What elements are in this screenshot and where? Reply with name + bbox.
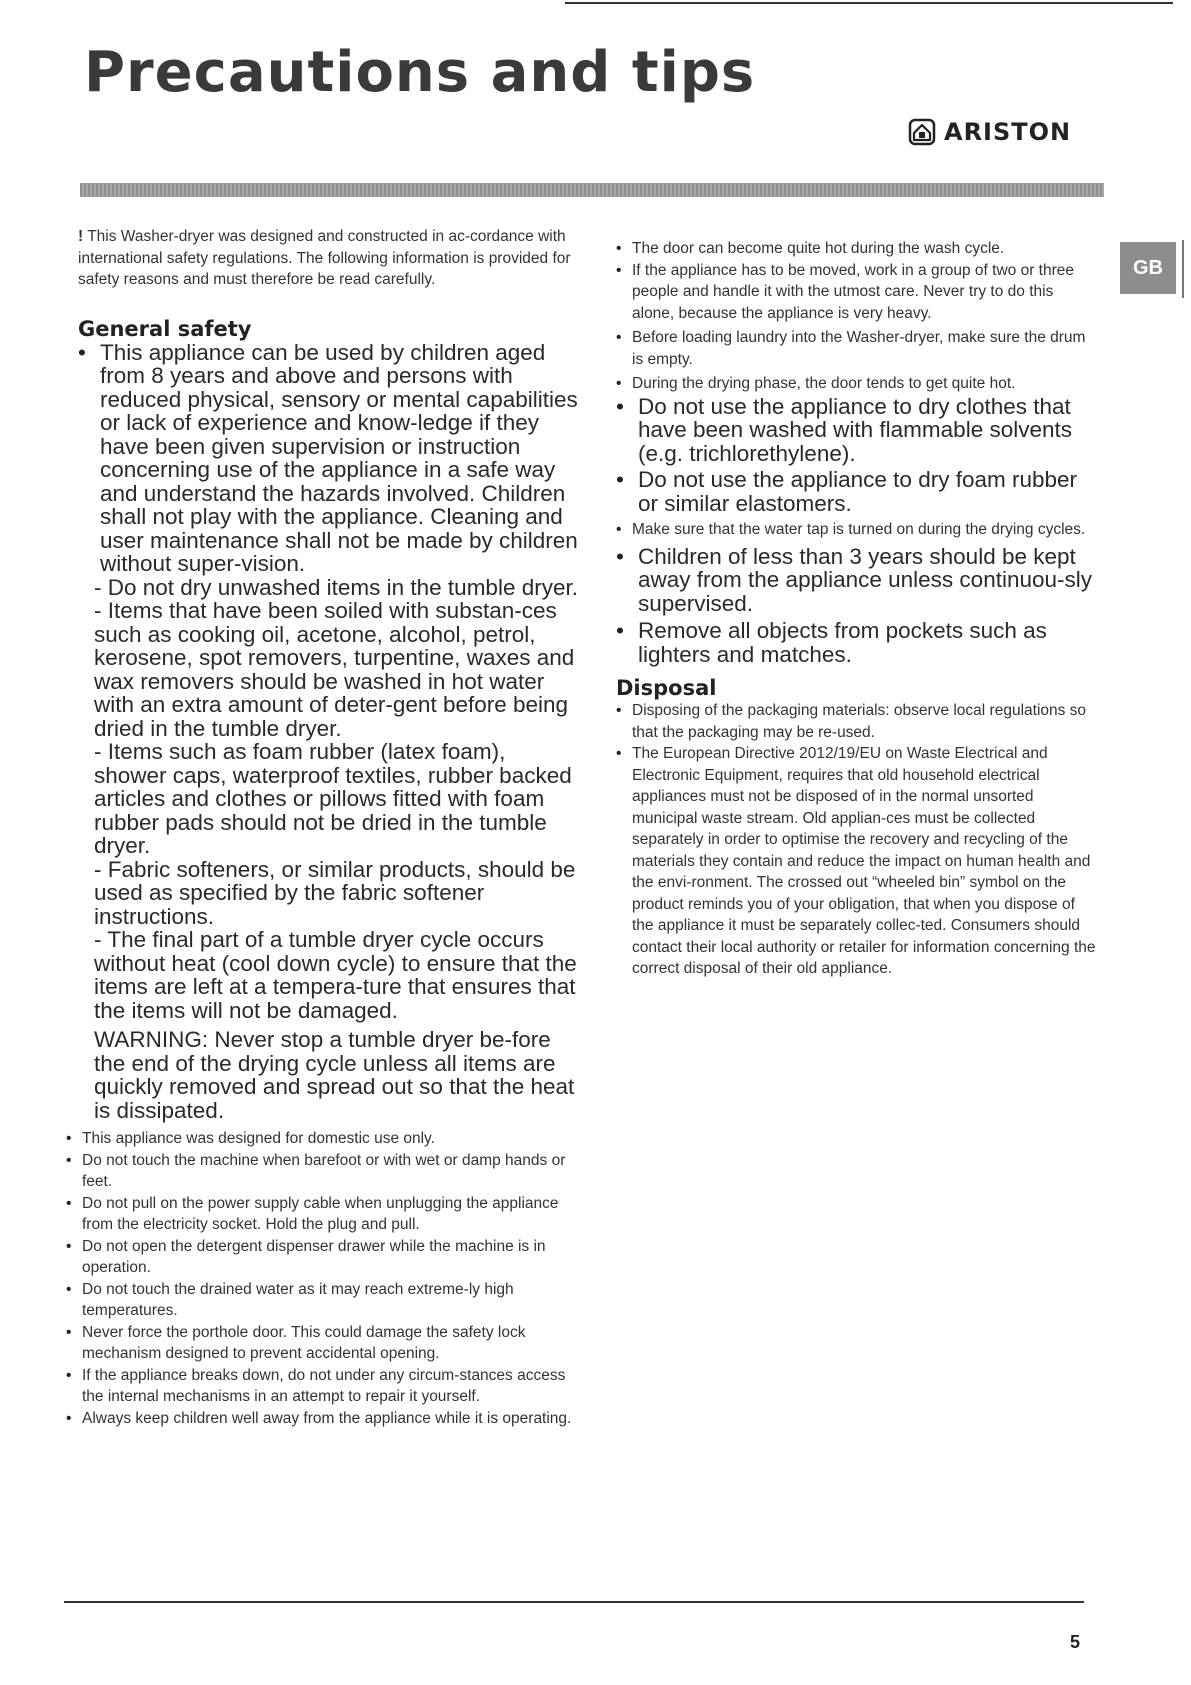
list-item: • If the appliance breaks down, do not under any circum-stances access the internal mechanisms in an attempt to repair it yourself. bbox=[66, 1365, 578, 1408]
page-number: 5 bbox=[1070, 1632, 1081, 1652]
list-item: • If the appliance has to be moved, work in a group of two or three people and handle it with the utmost care. Never try to do this alone, because the appliance is very heavy. bbox=[616, 260, 1096, 325]
list-item: • Never force the porthole door. This could damage the safety lock mechanism designed to prevent accidental opening. bbox=[66, 1322, 578, 1365]
intro-text: This Washer-dryer was designed and constructed in ac-cordance with international safety regulations. The following information is provided for safety reasons and must therefore be read carefully. bbox=[78, 228, 571, 288]
dash-item: - Items such as foam rubber (latex foam), shower caps, waterproof textiles, rubber backed articles and clothes or pillows fitted with foam rubber pads should not be dried in the tumble dryer. bbox=[94, 739, 572, 858]
header-band bbox=[80, 183, 1104, 197]
house-logo-icon bbox=[908, 118, 936, 146]
list-item: • Children of less than 3 years should be kept away from the appliance unless continuou-sly supervised. bbox=[616, 545, 1096, 616]
list-item: • Do not touch the drained water as it may reach extreme-ly high temperatures. bbox=[66, 1279, 578, 1322]
list-item: • The European Directive 2012/19/EU on Waste Electrical and Electronic Equipment, requires that old household electrical appliances must not be disposed of in the normal unsorted municipal waste stream. Old applian-ces must be collected separately in order to optimise the recovery and recycling of the materials they contain and reduce the impact on human health and the envi-ronment. The crossed out “wheeled bin” symbol on the product reminds you of your obligation, that when you dispose of the appliance it must be separately collec-ted. Consumers should contact their local authority or retailer for information concerning the correct disposal of their old appliance. bbox=[616, 743, 1096, 980]
list-item: • During the drying phase, the door tends to get quite hot. bbox=[616, 373, 1096, 395]
bottom-rule bbox=[64, 1601, 1084, 1603]
list-item: • The door can become quite hot during the wash cycle. bbox=[616, 238, 1096, 260]
list-item: • Make sure that the water tap is turned on during the drying cycles. bbox=[616, 519, 1096, 541]
general-safety-heading: General safety bbox=[78, 316, 252, 341]
list-item: • Disposing of the packaging materials: observe local regulations so that the packaging may be re-used. bbox=[616, 700, 1096, 743]
list-item: • Do not open the detergent dispenser drawer while the machine is in operation. bbox=[66, 1236, 578, 1279]
left-column bbox=[78, 226, 578, 1429]
brand-name: ARISTON bbox=[944, 118, 1072, 146]
page-title: Precautions and tips bbox=[84, 40, 756, 105]
dash-item: - Do not dry unwashed items in the tumble dryer. bbox=[94, 574, 578, 600]
language-tab: GB bbox=[1120, 242, 1176, 294]
list-item: • This appliance was designed for domestic use only. bbox=[66, 1128, 578, 1150]
list-item: • Do not pull on the power supply cable when unplugging the appliance from the electricity socket. Hold the plug and pull. bbox=[66, 1193, 578, 1236]
dash-item: - The final part of a tumble dryer cycle occurs without heat (cool down cycle) to ensure that the items are left at a tempera-ture that ensures that the items will not be damaged. bbox=[94, 927, 577, 1023]
right-column bbox=[616, 238, 1096, 980]
list-item: • Remove all objects from pockets such as lighters and matches. bbox=[616, 619, 1096, 666]
brand-logo bbox=[908, 118, 1071, 146]
list-item: • Do not use the appliance to dry foam rubber or similar elastomers. bbox=[616, 468, 1096, 515]
dash-item: - Fabric softeners, or similar products, should be used as specified by the fabric softener instructions. bbox=[94, 856, 576, 929]
general-safety-main-bullet: • This appliance can be used by children aged from 8 years and above and persons with reduced physical, sensory or mental capabilities or lack of experience and know-ledge if they have been given supervision or instruction concerning use of the appliance in a safe way and understand the hazards involved. Children shall not play with the appliance. Cleaning and user maintenance shall not be made by children without super-vision. bbox=[78, 341, 578, 576]
top-rule bbox=[565, 2, 1173, 4]
dash-items-list bbox=[78, 576, 578, 1123]
intro-paragraph bbox=[78, 226, 578, 291]
dash-item: - Items that have been soiled with substan-ces such as cooking oil, acetone, alcohol, petrol, kerosene, spot removers, turpentine, waxes and wax removers should be washed in hot water with an extra amount of deter-gent before being dried in the tumble dryer. bbox=[94, 598, 575, 741]
general-safety-bullets bbox=[78, 1128, 578, 1429]
list-item: • Always keep children well away from the appliance while it is operating. bbox=[66, 1408, 578, 1430]
list-item: • Do not use the appliance to dry clothes that have been washed with flammable solvents (e.g. trichlorethylene). bbox=[616, 395, 1096, 466]
disposal-heading: Disposal bbox=[616, 676, 717, 700]
list-item: • Before loading laundry into the Washer-dryer, make sure the drum is empty. bbox=[616, 327, 1096, 370]
exclamation-mark: ! bbox=[78, 228, 84, 245]
list-item: • Do not touch the machine when barefoot or with wet or damp hands or feet. bbox=[66, 1150, 578, 1193]
language-tab-edge bbox=[1182, 240, 1184, 298]
warning-text: WARNING: Never stop a tumble dryer be-fore the end of the drying cycle unless all items are quickly removed and spread out so that the heat is dissipated. bbox=[94, 1027, 575, 1123]
